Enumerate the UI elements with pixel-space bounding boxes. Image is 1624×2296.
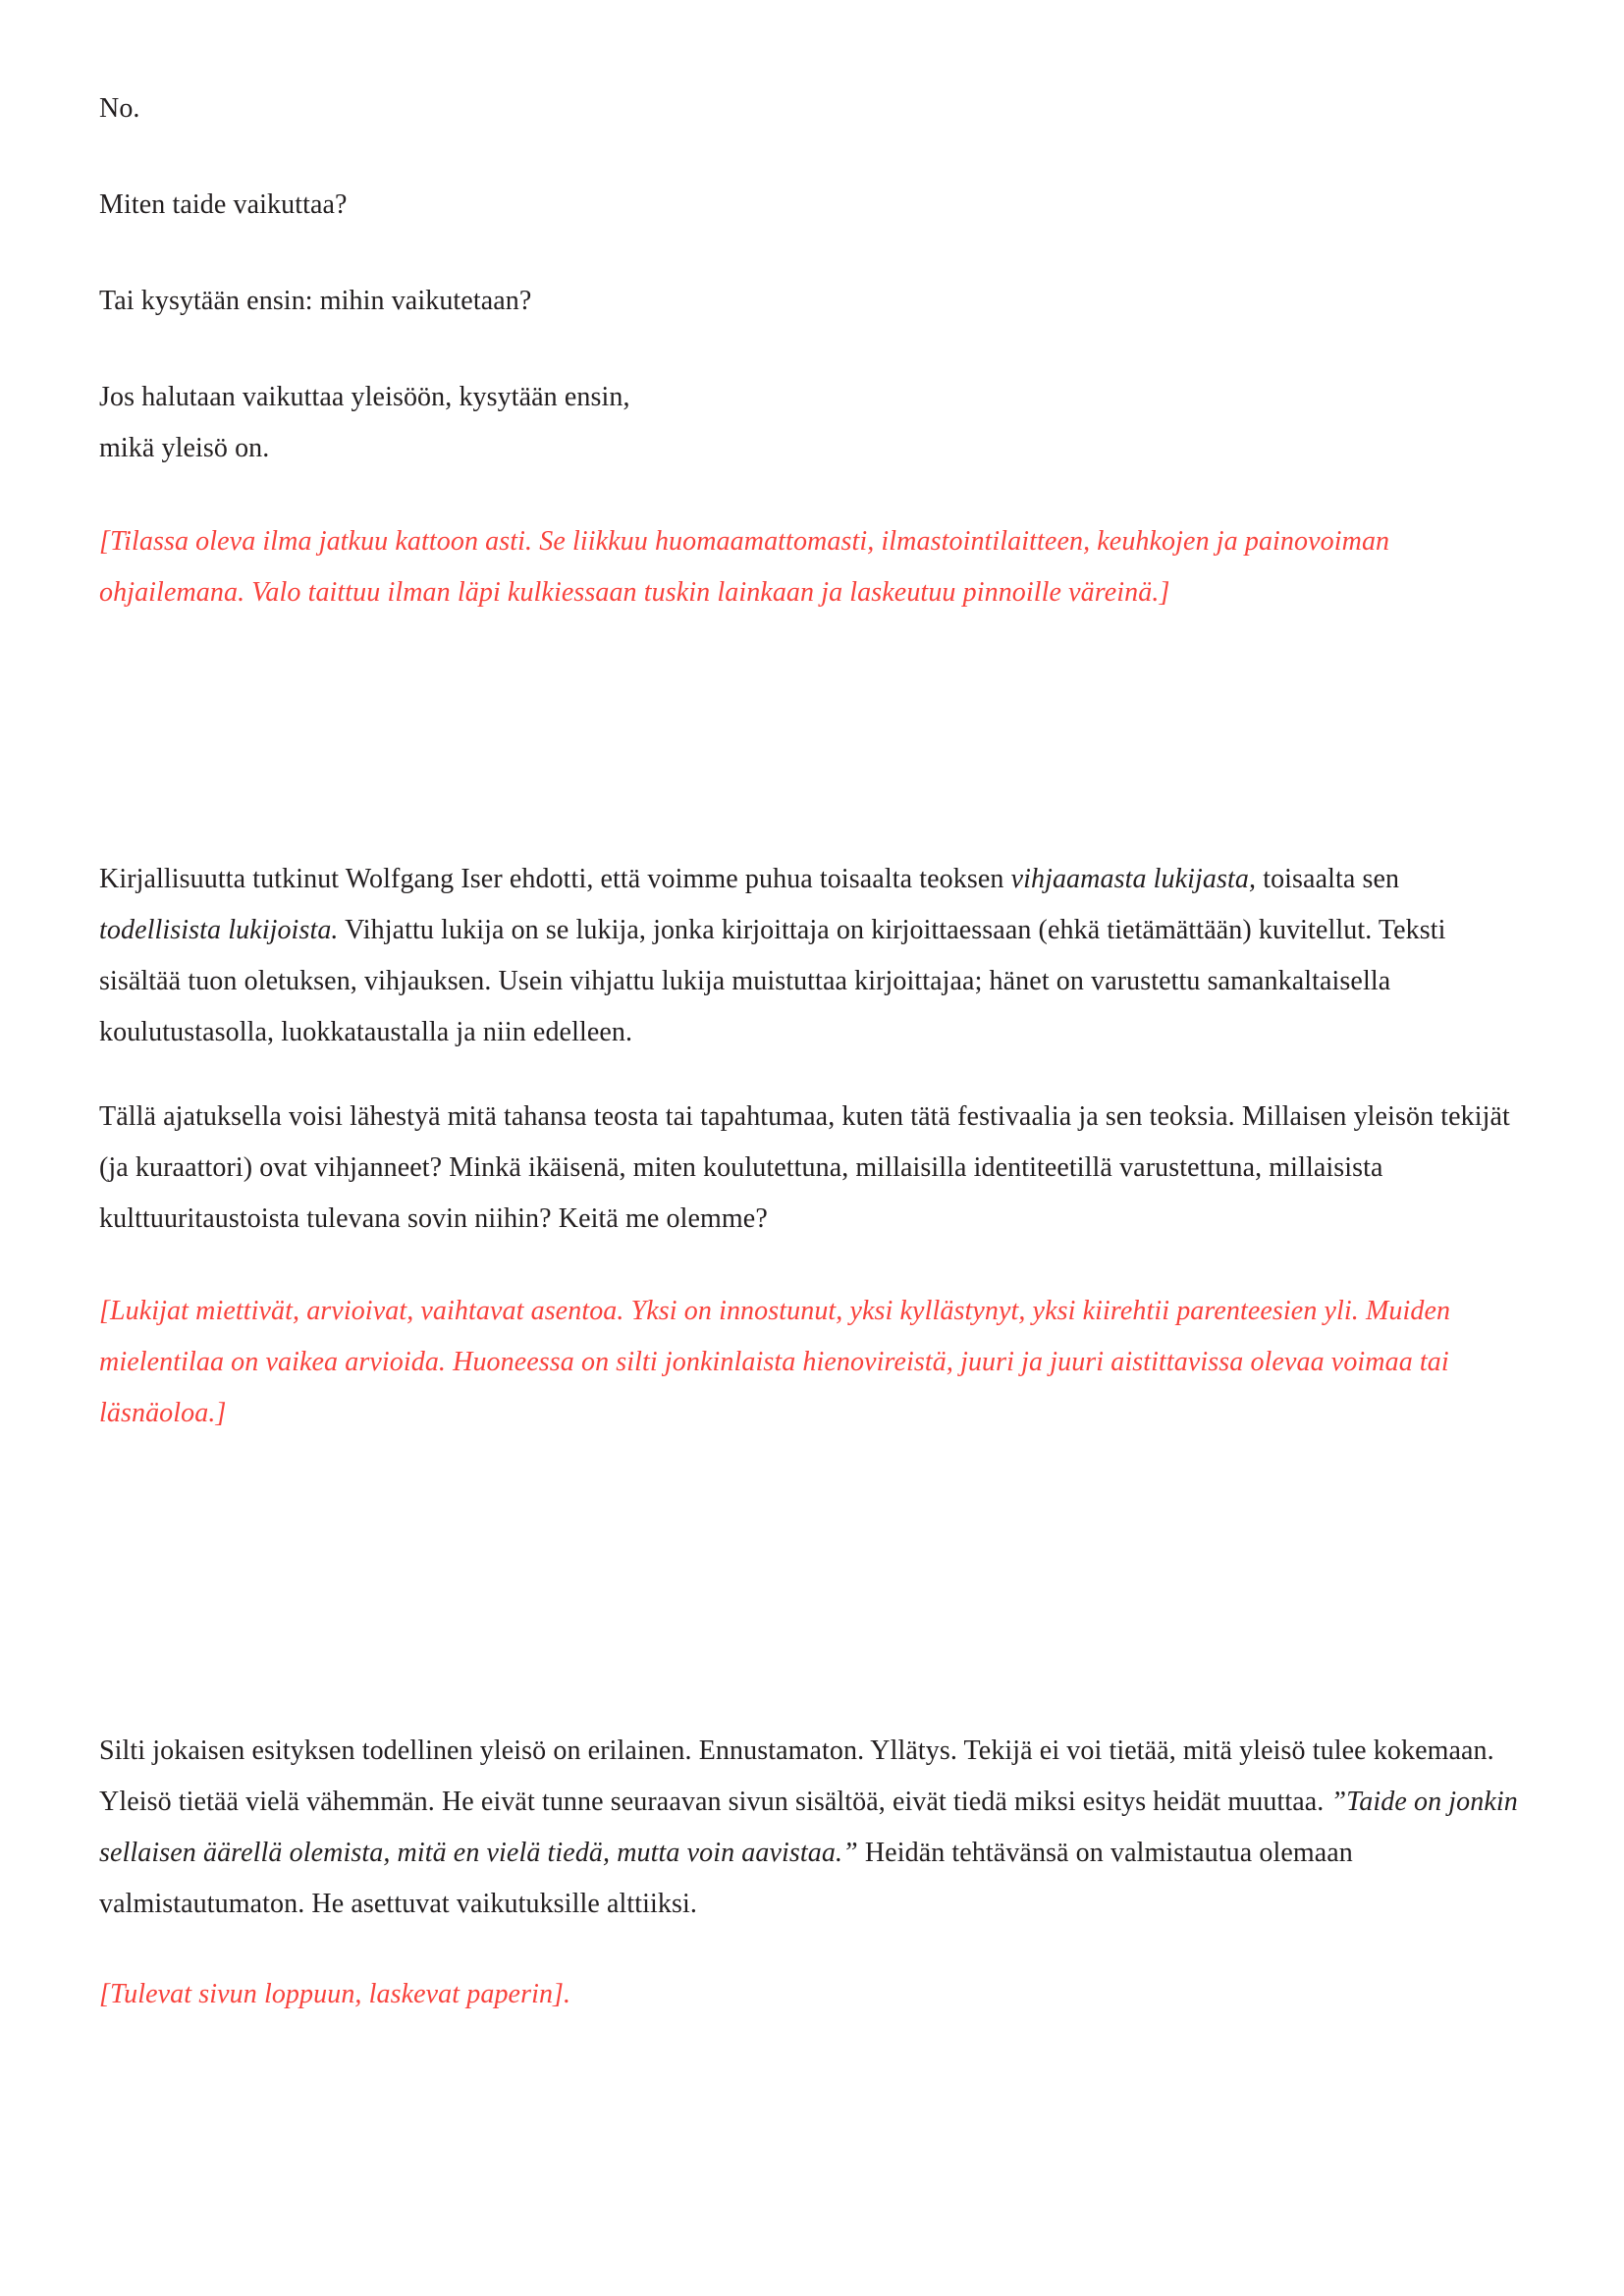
text-run: Kirjallisuutta tutkinut Wolfgang Iser ehdotti, että voimme puhua toisaalta teoksen: [99, 864, 1011, 894]
text-run: toisaalta sen: [1256, 864, 1400, 894]
paragraph-wolfgang-iser: [99, 854, 1521, 1058]
italic-text-run: todellisista lukijoista.: [99, 915, 339, 945]
question-what-is-affected: Tai kysytään ensin: mihin vaikutetaan?: [99, 286, 532, 316]
stage-direction-air-and-light: [Tilassa oleva ilma jatkuu kattoon asti. Se liikkuu huomaamattomasti, ilmastointilaitteen, keuhkojen ja painovoiman ohjailemana. Valo taittuu ilman läpi kulkiessaan tuskin lainkaan ja laskeutuu pinnoille väreinä.]: [99, 526, 1390, 608]
italic-text-run: ”Taide on jonkin sellaisen äärellä olemista, mitä en vielä tiedä, mutta voin aavistaa.”: [99, 1787, 1518, 1868]
question-what-is-audience: [99, 372, 1521, 474]
question-what-is-audience-line-2: mikä yleisö on.: [99, 433, 270, 463]
question-what-is-audience-line-1: Jos halutaan vaikuttaa yleisöön, kysytään ensin,: [99, 382, 630, 412]
text-run: Vihjattu lukija on se lukija, jonka kirjoittaja on kirjoittaessaan (ehkä tietämättään) kuvitellut. Teksti sisältää tuon oletuksen, vihjauksen. Usein vihjattu lukija muistuttaa kirjoittajaa; hänet on varustettu samankaltaisella koulutustasolla, luokkataustalla ja niin edelleen.: [99, 915, 1446, 1047]
opening-word-no: No.: [99, 93, 140, 124]
paragraph-real-audience: [99, 1726, 1521, 1930]
stage-direction-end-of-page: [Tulevat sivun loppuun, laskevat paperin].: [99, 1979, 571, 2009]
stage-direction-readers: [Lukijat miettivät, arvioivat, vaihtavat asentoa. Yksi on innostunut, yksi kyllästynyt, yksi kiirehtii parenteesien yli. Muiden mielentilaa on vaikea arvioida. Huoneessa on silti jonkinlaista hienovireistä, juuri ja juuri aistittavissa olevaa voimaa tai läsnäoloa.]: [99, 1296, 1451, 1428]
question-how-art-affects: Miten taide vaikuttaa?: [99, 189, 348, 220]
text-run: Silti jokaisen esityksen todellinen yleisö on erilainen. Ennustamaton. Yllätys. Tekijä ei voi tietää, mitä yleisö tulee kokemaan. Yleisö tietää vielä vähemmän. He eivät tunne seuraavan sivun sisältöä, eivät tiedä miksi esitys heidät muuttaa.: [99, 1735, 1494, 1817]
text-run: Heidän tehtävänsä on valmistautua olemaan valmistautumaton. He asettuvat vaikutuksille alttiiksi.: [99, 1838, 1353, 1919]
paragraph-festival-audience: Tällä ajatuksella voisi lähestyä mitä tahansa teosta tai tapahtumaa, kuten tätä festivaalia ja sen teoksia. Millaisen yleisön tekijät (ja kuraattori) ovat vihjanneet? Minkä ikäisenä, miten koulutettuna, millaisilla identiteetillä varustettuna, millaisista kulttuuritaustoista tulevana sovin niihin? Keitä me olemme?: [99, 1101, 1510, 1234]
italic-text-run: vihjaamasta lukijasta,: [1010, 864, 1257, 894]
